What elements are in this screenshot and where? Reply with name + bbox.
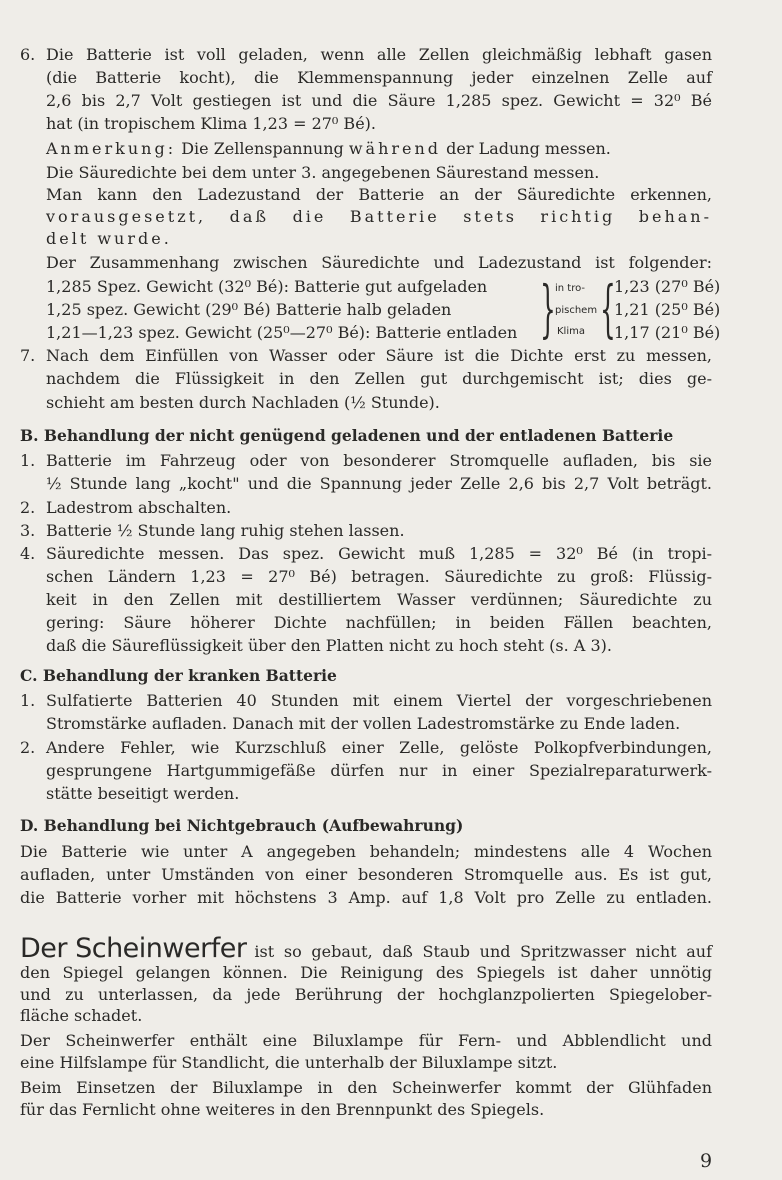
note-line (46, 138, 611, 159)
right-brace: } (540, 272, 556, 345)
table-row-left-1: 1,285 Spez. Gewicht (32⁰ Bé): Batterie gut aufgeladen (46, 277, 488, 296)
b-item-3-number: 3. (20, 521, 36, 540)
note-text-2: der Ladung messen. (446, 139, 611, 158)
c-item-1-line-1: Sulfatierte Batterien 40 Stunden mit einem Viertel der vorgeschriebenen (46, 691, 712, 710)
scheinwerfer-para2-line-2: eine Hilfslampe für Standlicht, die unterhalb der Biluxlampe sitzt. (20, 1053, 558, 1072)
b-item-2-number: 2. (20, 498, 36, 517)
b-item-4-line-4: gering: Säure höherer Dichte nachfüllen; in beiden Fällen beachten, (46, 613, 712, 632)
b-item-1-line-2: ½ Stunde lang „kocht" und die Spannung jeder Zelle 2,6 bis 2,7 Volt beträgt. (46, 474, 712, 493)
section-c-heading: C. Behandlung der kranken Batterie (20, 666, 337, 685)
c-item-2-number: 2. (20, 738, 36, 757)
note-text-1: Die Zellenspannung (181, 139, 344, 158)
left-brace: { (600, 272, 616, 345)
item-6-line-4: hat (in tropischem Klima 1,23 = 27⁰ Bé). (46, 114, 376, 133)
b-item-4-line-3: keit in den Zellen mit destilliertem Wasser verdünnen; Säuredichte zu (46, 590, 712, 609)
charge-line-3: delt wurde. (46, 229, 172, 248)
b-item-1-number: 1. (20, 451, 36, 470)
item-7-line-3: schieht am besten durch Nachladen (½ Stunde). (46, 393, 440, 412)
b-item-4-line-1: Säuredichte messen. Das spez. Gewicht muß 1,285 = 32⁰ Bé (in tropi- (46, 544, 712, 563)
item-6-number: 6. (20, 45, 36, 64)
table-middle-2: pischem (555, 305, 598, 316)
note-emphasis: während (348, 139, 442, 158)
b-item-1-line-1: Batterie im Fahrzeug oder von besonderer Stromquelle aufladen, bis sie (46, 451, 712, 470)
scheinwerfer-para2-line-1: Der Scheinwerfer enthält eine Biluxlampe für Fern- und Abblendlicht und (20, 1031, 712, 1050)
charge-line-1: Man kann den Ladezustand der Batterie an der Säuredichte erkennen, (46, 185, 712, 204)
b-item-4-line-5: daß die Säureflüssigkeit über den Platten nicht zu hoch steht (s. A 3). (46, 636, 612, 655)
scheinwerfer-line-1: den Spiegel gelangen können. Die Reinigung des Spiegels ist daher unnötig (20, 963, 712, 982)
table-middle-3: Klima (557, 326, 585, 337)
charge-line-2: vorausgesetzt, daß die Batterie stets richtig behan- (46, 207, 712, 226)
scheinwerfer-para3-line-2: für das Fernlicht ohne weiteres in den Brennpunkt des Spiegels. (20, 1100, 545, 1119)
b-item-3-line-1: Batterie ½ Stunde lang ruhig stehen lassen. (46, 521, 405, 540)
table-row-right-1: 1,23 (27⁰ Bé) (614, 277, 721, 296)
c-item-2-line-3: stätte beseitigt werden. (46, 784, 240, 803)
item-6-line-3: 2,6 bis 2,7 Volt gestiegen ist und die Säure 1,285 spez. Gewicht = 32⁰ Bé (46, 91, 712, 110)
b-item-4-line-2: schen Ländern 1,23 = 27⁰ Bé) betragen. Säuredichte zu groß: Flüssig- (46, 567, 712, 586)
c-item-2-line-2: gesprungene Hartgummigefäße dürfen nur in einer Spezialreparaturwerk- (46, 761, 712, 780)
scheinwerfer-first-line (20, 934, 712, 964)
table-row-left-3: 1,21—1,23 spez. Gewicht (25⁰—27⁰ Bé): Batterie entladen (46, 323, 518, 342)
section-d-heading: D. Behandlung bei Nichtgebrauch (Aufbewahrung) (20, 816, 464, 835)
c-item-1-number: 1. (20, 691, 36, 710)
table-middle-1: in tro- (555, 283, 586, 294)
table-row-left-2: 1,25 spez. Gewicht (29⁰ Bé) Batterie halb geladen (46, 300, 452, 319)
relation-line: Der Zusammenhang zwischen Säuredichte und Ladezustand ist folgender: (46, 253, 712, 272)
c-item-2-line-1: Andere Fehler, wie Kurzschluß einer Zelle, gelöste Polkopfverbindungen, (46, 738, 712, 757)
c-item-1-line-2: Stromstärke aufladen. Danach mit der vollen Ladestromstärke zu Ende laden. (46, 714, 681, 733)
b-item-4-number: 4. (20, 544, 36, 563)
section-b-heading: B. Behandlung der nicht genügend geladenen und der entladenen Batterie (20, 426, 674, 445)
scheinwerfer-first-line-rest: ist so gebaut, daß Staub und Spritzwasser nicht auf (254, 942, 712, 961)
d-line-1: Die Batterie wie unter A angegeben behandeln; mindestens alle 4 Wochen (20, 842, 712, 861)
b-item-2-line-1: Ladestrom abschalten. (46, 498, 232, 517)
item-7-line-2: nachdem die Flüssigkeit in den Zellen gut durchgemischt ist; dies ge- (46, 369, 712, 388)
density-line: Die Säuredichte bei dem unter 3. angegebenen Säurestand messen. (46, 163, 600, 182)
d-line-2: aufladen, unter Umständen von einer besonderen Stromquelle aus. Es ist gut, (20, 865, 712, 884)
d-line-3: die Batterie vorher mit höchstens 3 Amp. auf 1,8 Volt pro Zelle zu entladen. (20, 888, 712, 907)
item-7-line-1: Nach dem Einfüllen von Wasser oder Säure ist die Dichte erst zu messen, (46, 346, 712, 365)
item-6-line-1: Die Batterie ist voll geladen, wenn alle Zellen gleichmäßig lebhaft gasen (46, 45, 712, 64)
scheinwerfer-line-3: fläche schadet. (20, 1006, 143, 1025)
scheinwerfer-para3-line-1: Beim Einsetzen der Biluxlampe in den Scheinwerfer kommt der Glühfaden (20, 1078, 712, 1097)
scheinwerfer-line-2: und zu unterlassen, da jede Berührung der hochglanzpolierten Spiegelober- (20, 985, 712, 1004)
item-7-number: 7. (20, 346, 36, 365)
note-label: Anmerkung: (46, 139, 177, 158)
page-number: 9 (700, 1150, 713, 1172)
table-row-right-3: 1,17 (21⁰ Bé) (614, 323, 721, 342)
scheinwerfer-title: Der Scheinwerfer (20, 933, 247, 964)
item-6-line-2: (die Batterie kocht), die Klemmenspannung jeder einzelnen Zelle auf (46, 68, 712, 87)
table-row-right-2: 1,21 (25⁰ Bé) (614, 300, 721, 319)
